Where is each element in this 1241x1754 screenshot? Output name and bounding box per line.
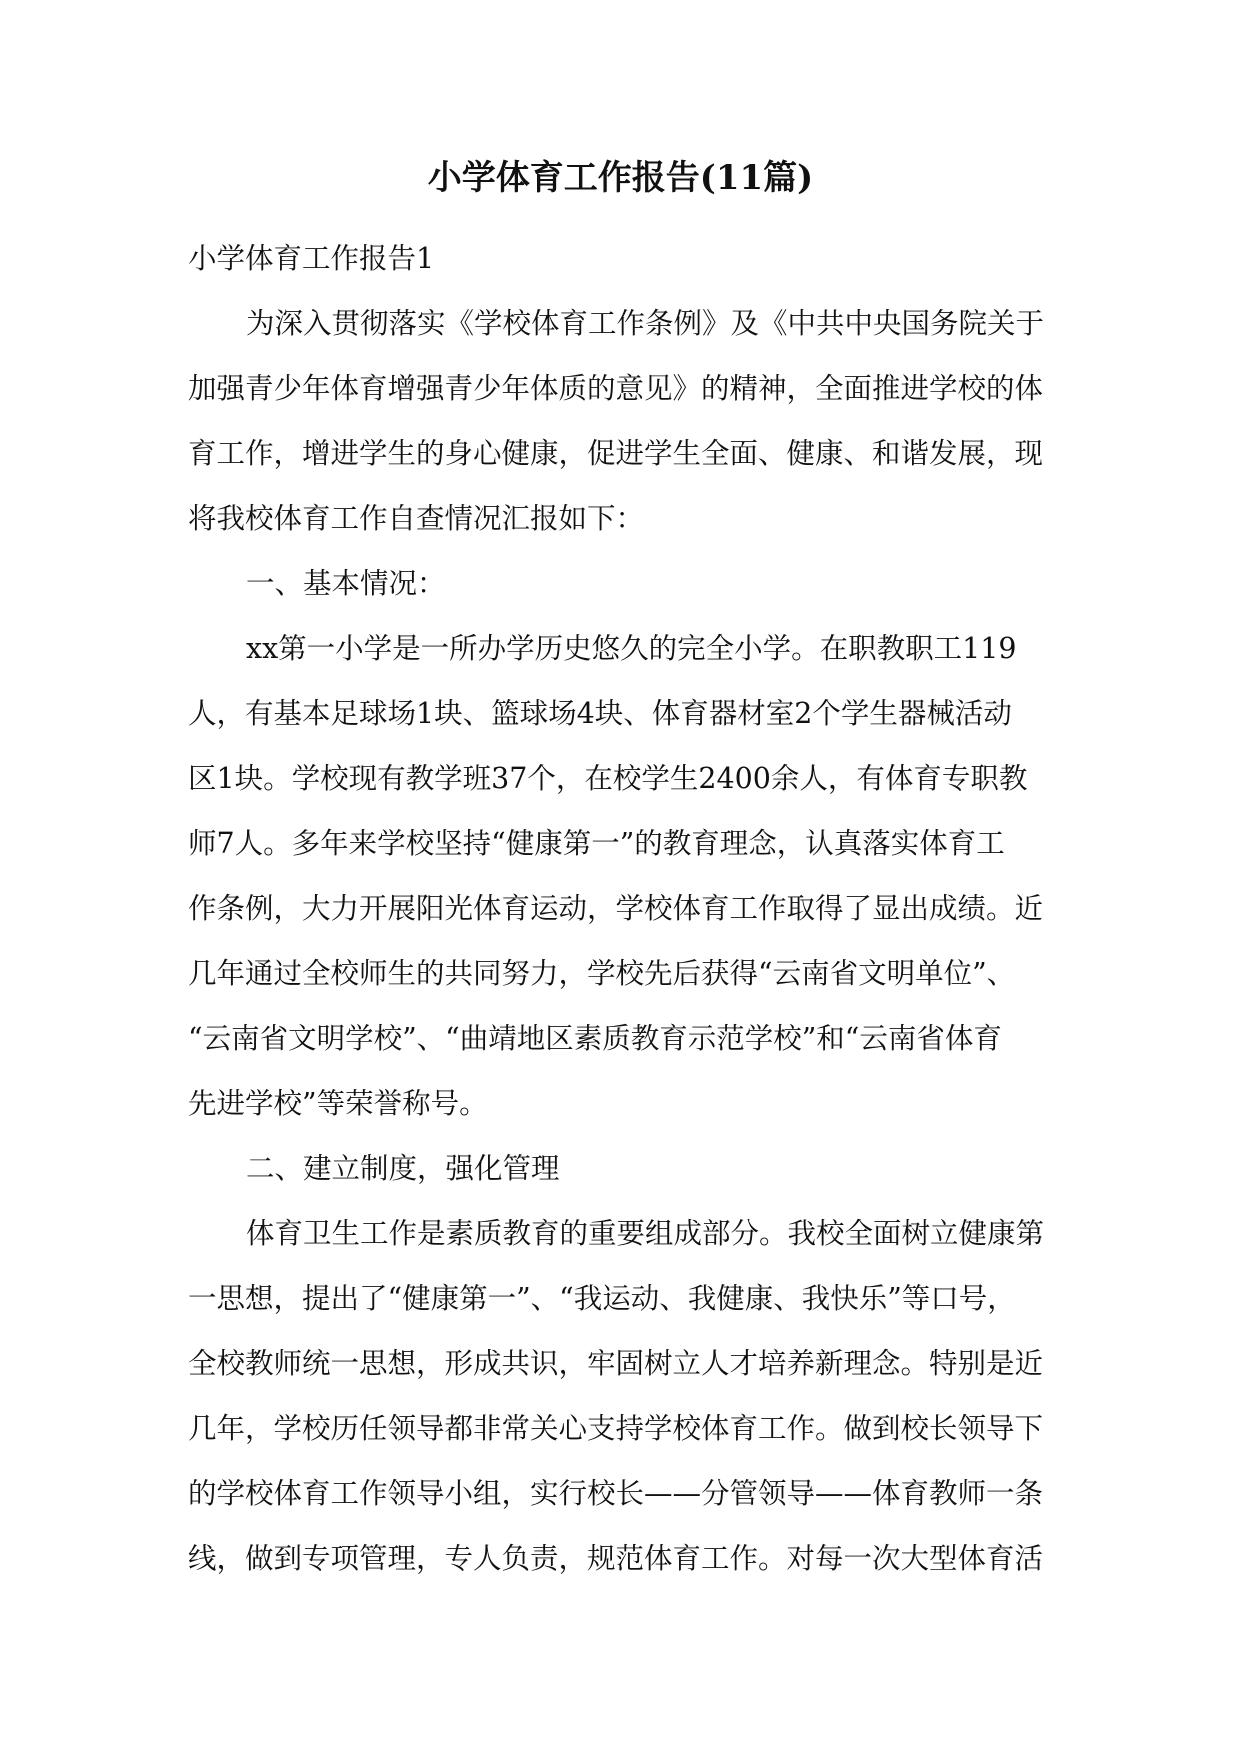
paragraph-line: 几年通过全校师生的共同努力，学校先后获得“云南省文明单位”、: [188, 957, 1016, 990]
document-body: [188, 226, 1054, 1591]
paragraph-line: 加强青少年体育增强青少年体质的意见》的精神，全面推进学校的体: [188, 372, 1044, 405]
paragraph-line: 作条例，大力开展阳光体育运动，学校体育工作取得了显出成绩。近: [188, 892, 1044, 925]
subsection-heading: 一、基本情况：: [246, 567, 446, 600]
paragraph-line: 的学校体育工作领导小组，实行校长——分管领导——体育教师一条: [188, 1477, 1044, 1510]
paragraph-line: xx第一小学是一所办学历史悠久的完全小学。在职教职工119: [246, 632, 1017, 665]
document-title: 小学体育工作报告(11篇): [427, 158, 814, 198]
paragraph-line: 线，做到专项管理，专人负责，规范体育工作。对每一次大型体育活: [188, 1542, 1044, 1575]
paragraph-line: 为深入贯彻落实《学校体育工作条例》及《中共中央国务院关于: [246, 307, 1045, 340]
paragraph-line: 人，有基本足球场1块、篮球场4块、体育器材室2个学生器械活动: [188, 697, 1012, 730]
paragraph-line: 区1块。学校现有教学班37个，在校学生2400余人，有体育专职教: [188, 762, 1028, 795]
subsection-heading: 二、建立制度，强化管理: [246, 1152, 560, 1185]
section-heading: 小学体育工作报告1: [188, 242, 435, 275]
paragraph-line: 先进学校”等荣誉称号。: [188, 1087, 488, 1120]
paragraph-line: 体育卫生工作是素质教育的重要组成部分。我校全面树立健康第: [246, 1217, 1045, 1250]
paragraph-line: 将我校体育工作自查情况汇报如下：: [188, 502, 645, 535]
paragraph-line: 一思想，提出了“健康第一”、“我运动、我健康、我快乐”等口号，: [188, 1282, 1016, 1315]
paragraph-line: 师7人。多年来学校坚持“健康第一”的教育理念，认真落实体育工: [188, 827, 1005, 860]
paragraph-line: 育工作，增进学生的身心健康，促进学生全面、健康、和谐发展，现: [188, 437, 1044, 470]
paragraph-line: 几年，学校历任领导都非常关心支持学校体育工作。做到校长领导下: [188, 1412, 1044, 1445]
paragraph-line: “云南省文明学校”、“曲靖地区素质教育示范学校”和“云南省体育: [188, 1022, 1002, 1055]
paragraph-line: 全校教师统一思想，形成共识，牢固树立人才培养新理念。特别是近: [188, 1347, 1044, 1380]
